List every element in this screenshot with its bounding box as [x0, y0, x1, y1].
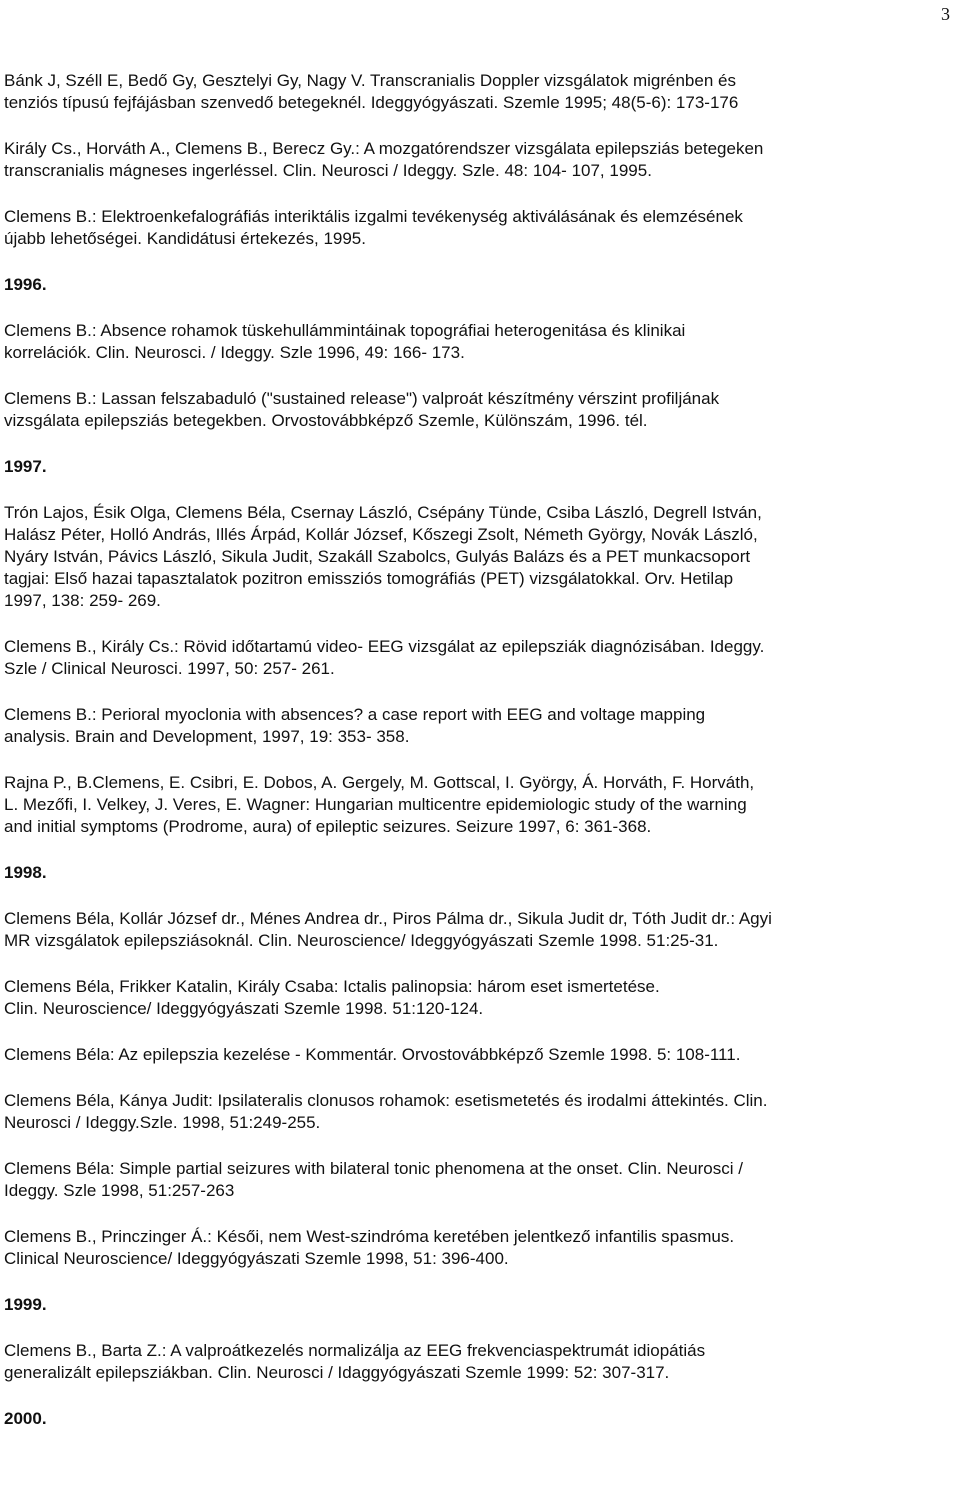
reference-line: analysis. Brain and Development, 1997, 19: 353- 358. [4, 727, 410, 746]
reference-line: Clemens Béla: Simple partial seizures with bilateral tonic phenomena at the onset. Clin. Neurosci / [4, 1159, 743, 1178]
reference-entry [4, 388, 932, 432]
reference-line: Trón Lajos, Ésik Olga, Clemens Béla, Csernay László, Csépány Tünde, Csiba László, Degrell István, [4, 503, 762, 522]
year-heading: 1999. [4, 1295, 47, 1314]
reference-entry [4, 502, 932, 612]
reference-entry [4, 704, 932, 748]
reference-entry [4, 1340, 932, 1384]
reference-line: vizsgálata epilepsziás betegekben. Orvostovábbképző Szemle, Különszám, 1996. tél. [4, 411, 648, 430]
reference-line: Halász Péter, Holló András, Illés Árpád, Kollár József, Kőszegi Zsolt, Németh György, Novák László, [4, 525, 758, 544]
reference-entry [4, 1044, 932, 1066]
reference-line: 1997, 138: 259- 269. [4, 591, 161, 610]
reference-line: Clemens B., Princzinger Á.: Késői, nem West-szindróma keretében jelentkező infantilis spasmus. [4, 1227, 735, 1246]
reference-entry [4, 636, 932, 680]
reference-line: Clemens Béla, Kánya Judit: Ipsilateralis clonusos rohamok: esetismetetés és irodalmi áttekintés. Clin. [4, 1091, 768, 1110]
reference-line: Clemens B.: Elektroenkefalográfiás interiktális izgalmi tevékenység aktiválásának és elemzésének [4, 207, 743, 226]
reference-entry [4, 320, 932, 364]
reference-entry [4, 70, 932, 114]
reference-line: Clemens B.: Lassan felszabaduló ("sustained release") valproát készítmény vérszint profiljának [4, 389, 720, 408]
reference-line: tenziós típusú fejfájásban szenvedő betegeknél. Ideggyógyászati. Szemle 1995; 48(5-6): 173-176 [4, 93, 739, 112]
reference-entry [4, 1090, 932, 1134]
reference-line: tagjai: Első hazai tapasztalatok pozitron emissziós tomográfiás (PET) vizsgálatokkal. Orv. Hetilap [4, 569, 734, 588]
reference-entry [4, 976, 932, 1020]
reference-entry [4, 1158, 932, 1202]
reference-line: L. Mezőfi, I. Velkey, J. Veres, E. Wagner: Hungarian multicentre epidemiologic study of the warning [4, 795, 747, 814]
reference-line: Nyáry István, Pávics László, Sikula Judit, Szakáll Szabolcs, Gulyás Balázs és a PET munkacsoport [4, 547, 751, 566]
reference-line: and initial symptoms (Prodrome, aura) of epileptic seizures. Seizure 1997, 6: 361-368. [4, 817, 652, 836]
reference-line: Clemens Béla: Az epilepszia kezelése - Kommentár. Orvostovábbképző Szemle 1998. 5: 108-111. [4, 1045, 741, 1064]
reference-entry [4, 772, 932, 838]
bibliography [4, 70, 932, 1454]
reference-line: Neurosci / Ideggy.Szle. 1998, 51:249-255. [4, 1113, 321, 1132]
reference-entry [4, 908, 932, 952]
year-heading: 1996. [4, 275, 47, 294]
reference-line: Bánk J, Széll E, Bedő Gy, Gesztelyi Gy, Nagy V. Transcranialis Doppler vizsgálatok migrénben és [4, 71, 736, 90]
reference-line: Clemens B.: Perioral myoclonia with absences? a case report with EEG and voltage mapping [4, 705, 706, 724]
reference-line: Király Cs., Horváth A., Clemens B., Berecz Gy.: A mozgatórendszer vizsgálata epilepsziás betegeken [4, 139, 764, 158]
reference-line: Clemens B., Barta Z.: A valproátkezelés normalizálja az EEG frekvenciaspektrumát idiopátiás [4, 1341, 706, 1360]
reference-line: Clemens B., Király Cs.: Rövid időtartamú video- EEG vizsgálat az epilepsziák diagnózisában. Ideggy. [4, 637, 765, 656]
reference-line: generalizált epilepsziákban. Clin. Neurosci / Idaggyógyászati Szemle 1999: 52: 307-317. [4, 1363, 670, 1382]
reference-line: Clemens Béla, Frikker Katalin, Király Csaba: Ictalis palinopsia: három eset ismertetése. [4, 977, 660, 996]
reference-line: korrelációk. Clin. Neurosci. / Ideggy. Szle 1996, 49: 166- 173. [4, 343, 465, 362]
reference-entry [4, 1226, 932, 1270]
reference-line: Clin. Neuroscience/ Ideggyógyászati Szemle 1998. 51:120-124. [4, 999, 484, 1018]
reference-line: Ideggy. Szle 1998, 51:257-263 [4, 1181, 235, 1200]
year-heading: 1998. [4, 863, 47, 882]
page-number: 3 [941, 4, 950, 24]
reference-line: Rajna P., B.Clemens, E. Csibri, E. Dobos, A. Gergely, M. Gottscal, I. György, Á. Horváth, F. Horváth, [4, 773, 755, 792]
reference-line: Clemens Béla, Kollár József dr., Ménes Andrea dr., Piros Pálma dr., Sikula Judit dr, Tóth Judit dr.: Agyi [4, 909, 772, 928]
year-heading: 2000. [4, 1409, 47, 1428]
reference-line: Clinical Neuroscience/ Ideggyógyászati Szemle 1998, 51: 396-400. [4, 1249, 509, 1268]
reference-line: Clemens B.: Absence rohamok tüskehullámmintáinak topográfiai heterogenitása és klinikai [4, 321, 686, 340]
year-heading: 1997. [4, 457, 47, 476]
reference-entry [4, 138, 932, 182]
reference-line: transcranialis mágneses ingerléssel. Clin. Neurosci / Ideggy. Szle. 48: 104- 107, 1995. [4, 161, 652, 180]
reference-line: MR vizsgálatok epilepsziásoknál. Clin. Neuroscience/ Ideggyógyászati Szemle 1998. 51:25-31. [4, 931, 719, 950]
reference-entry [4, 206, 932, 250]
reference-line: újabb lehetőségei. Kandidátusi értekezés, 1995. [4, 229, 366, 248]
reference-line: Szle / Clinical Neurosci. 1997, 50: 257- 261. [4, 659, 335, 678]
